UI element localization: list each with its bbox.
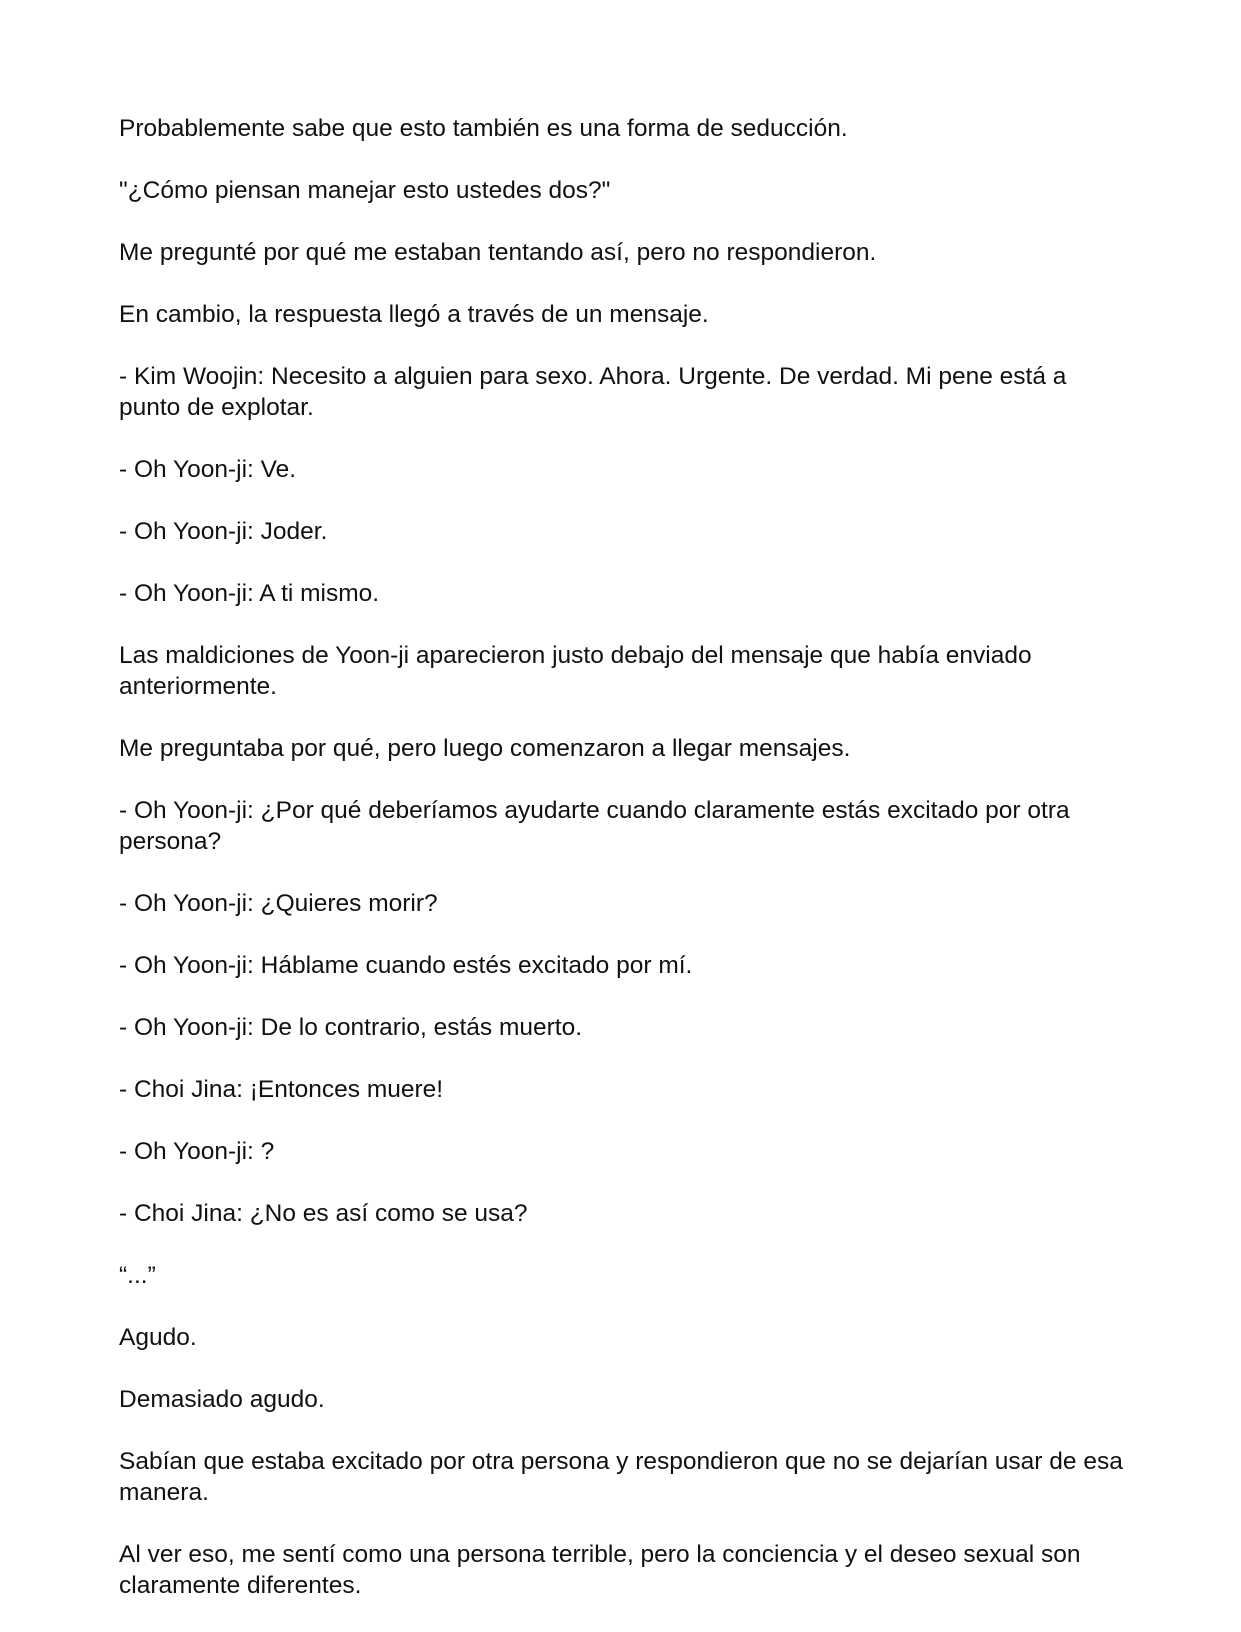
paragraph: Sabían que estaba excitado por otra persona y respondieron que no se dejarían usar de esa manera. bbox=[119, 1448, 1123, 1506]
paragraph: - Choi Jina: ¡Entonces muere! bbox=[119, 1076, 444, 1103]
paragraph: “...” bbox=[119, 1262, 156, 1289]
paragraph: - Oh Yoon-ji: De lo contrario, estás muerto. bbox=[119, 1014, 582, 1041]
paragraph: - Choi Jina: ¿No es así como se usa? bbox=[119, 1200, 528, 1227]
paragraph: - Oh Yoon-ji: A ti mismo. bbox=[119, 580, 380, 607]
paragraph: - Oh Yoon-ji: ¿Quieres morir? bbox=[119, 890, 438, 917]
paragraph: Agudo. bbox=[119, 1324, 197, 1351]
paragraph: Al ver eso, me sentí como una persona terrible, pero la conciencia y el deseo sexual son claramente diferentes. bbox=[119, 1541, 1081, 1599]
paragraph: - Kim Woojin: Necesito a alguien para sexo. Ahora. Urgente. De verdad. Mi pene está a punto de explotar. bbox=[119, 363, 1067, 421]
paragraph: - Oh Yoon-ji: ¿Por qué deberíamos ayudarte cuando claramente estás excitado por otra persona? bbox=[119, 797, 1070, 855]
paragraph: Las maldiciones de Yoon-ji aparecieron justo debajo del mensaje que había enviado anteriormente. bbox=[119, 642, 1032, 700]
paragraph: En cambio, la respuesta llegó a través de un mensaje. bbox=[119, 301, 709, 328]
paragraph: - Oh Yoon-ji: Háblame cuando estés excitado por mí. bbox=[119, 952, 693, 979]
paragraph: Demasiado agudo. bbox=[119, 1386, 325, 1413]
paragraph: "¿Cómo piensan manejar esto ustedes dos?" bbox=[119, 177, 611, 204]
paragraph: Me preguntaba por qué, pero luego comenzaron a llegar mensajes. bbox=[119, 735, 851, 762]
document-page bbox=[119, 113, 1129, 1632]
paragraph: Probablemente sabe que esto también es una forma de seducción. bbox=[119, 115, 848, 142]
paragraph: - Oh Yoon-ji: Ve. bbox=[119, 456, 297, 483]
paragraph: - Oh Yoon-ji: Joder. bbox=[119, 518, 328, 545]
paragraph: - Oh Yoon-ji: ? bbox=[119, 1138, 275, 1165]
paragraph: Me pregunté por qué me estaban tentando así, pero no respondieron. bbox=[119, 239, 877, 266]
